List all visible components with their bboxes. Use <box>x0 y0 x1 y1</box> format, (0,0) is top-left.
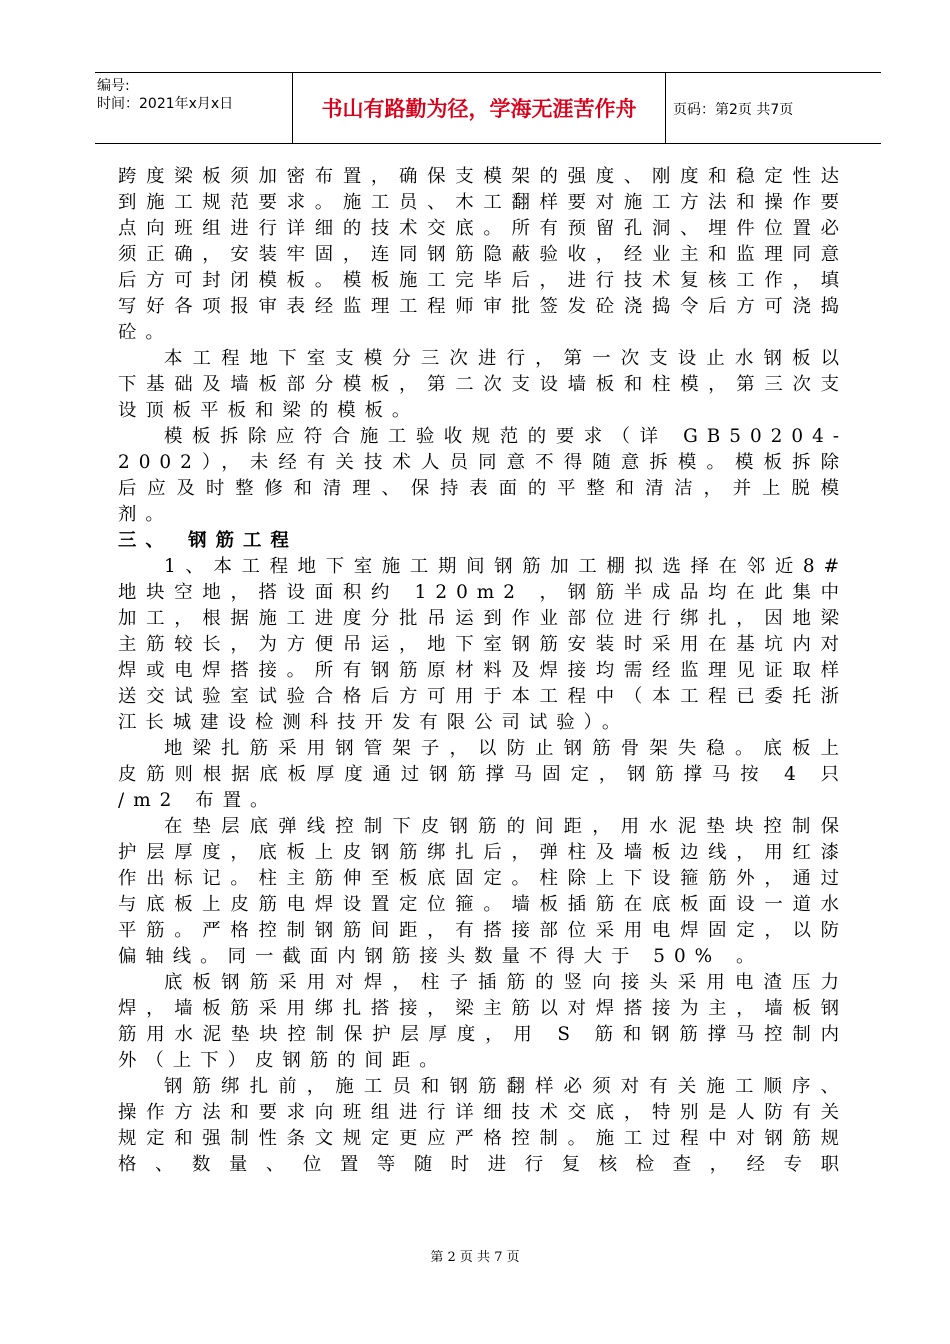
header-motto: 书山有路勤为径，学海无涯苦作舟 <box>292 73 666 143</box>
paragraph: 1、本工程地下室施工期间钢筋加工棚拟选择在邻近8# 地块空地，搭设面积约 120m2 ，钢筋半成品均在此集中加工，根据施工进度分批吊运到作业部位进行绑扎，因地梁主筋较长，为方便吊运，地下室钢筋安装时采用在基坑内对焊或电焊搭接。所有钢筋原材料及焊接均需经监理见证取样送交试验室试验合格后方可用于本工程中（本工程已委托浙江长城建设检测科技开发有限公司试验）。 <box>118 556 848 733</box>
paragraph: 本工程地下室支模分三次进行，第一次支设止水钢板以下基础及墙板部分模板，第二次支设墙板和柱模，第三次支设顶板平板和梁的模板。 <box>118 348 848 421</box>
document-body <box>118 164 848 1178</box>
header-meta <box>97 77 287 113</box>
section-heading: 三、 钢筋工程 <box>118 530 298 551</box>
paragraph: 在垫层底弹线控制下皮钢筋的间距，用水泥垫块控制保护层厚度，底板上皮钢筋绑扎后，弹柱及墙板边线，用红漆作出标记。柱主筋伸至板底固定。柱除上下设箍筋外，通过与底板上皮筋电焊设置定位箍。墙板插筋在底板面设一道水平筋。严格控制钢筋间距，有搭接部位采用电焊固定，以防偏轴线。同一截面内钢筋接头数量不得大于 50% 。 <box>118 816 848 967</box>
paragraph: 底板钢筋采用对焊，柱子插筋的竖向接头采用电渣压力焊，墙板筋采用绑扎搭接，梁主筋以对焊搭接为主，墙板钢筋用水泥垫块控制保护层厚度，用 S 筋和钢筋撑马控制内外（上下）皮钢筋的间距。 <box>118 972 848 1071</box>
page-footer: 第 2 页 共 7 页 <box>430 1250 520 1265</box>
header-page-info: 页码：第2页 共7页 <box>673 102 794 118</box>
paragraph: 钢筋绑扎前，施工员和钢筋翻样必须对有关施工顺序、操作方法和要求向班组进行详细技术交底，特别是人防有关规定和强制性条文规定更应严格控制。施工过程中对钢筋规格、数量、位置等随时进行复核检查，经专职 <box>118 1076 848 1175</box>
paragraph: 模板拆除应符合施工验收规范的要求（详 GB50204-2002），未经有关技术人员同意不得随意拆模。模板拆除后应及时整修和清理、保持表面的平整和清洁，并上脱模剂。 <box>118 426 848 525</box>
document-number-label: 编号: <box>97 78 130 94</box>
page-header <box>95 72 881 144</box>
paragraph: 跨度梁板须加密布置，确保支模架的强度、刚度和稳定性达到施工规范要求。施工员、木工翻样要对施工方法和操作要点向班组进行详细的技术交底。所有预留孔洞、埋件位置必须正确，安装牢固，连同钢筋隐蔽验收，经业主和监理同意后方可封闭模板。模板施工完毕后，进行技术复核工作，填写好各项报审表经监理工程师审批签发砼浇捣令后方可浇捣砼。 <box>118 166 848 343</box>
document-time-label: 时间：2021年x月x日 <box>97 96 234 112</box>
paragraph: 地梁扎筋采用钢管架子，以防止钢筋骨架失稳。底板上皮筋则根据底板厚度通过钢筋撑马固定，钢筋撑马按 4 只 /m2 布置。 <box>118 738 848 811</box>
